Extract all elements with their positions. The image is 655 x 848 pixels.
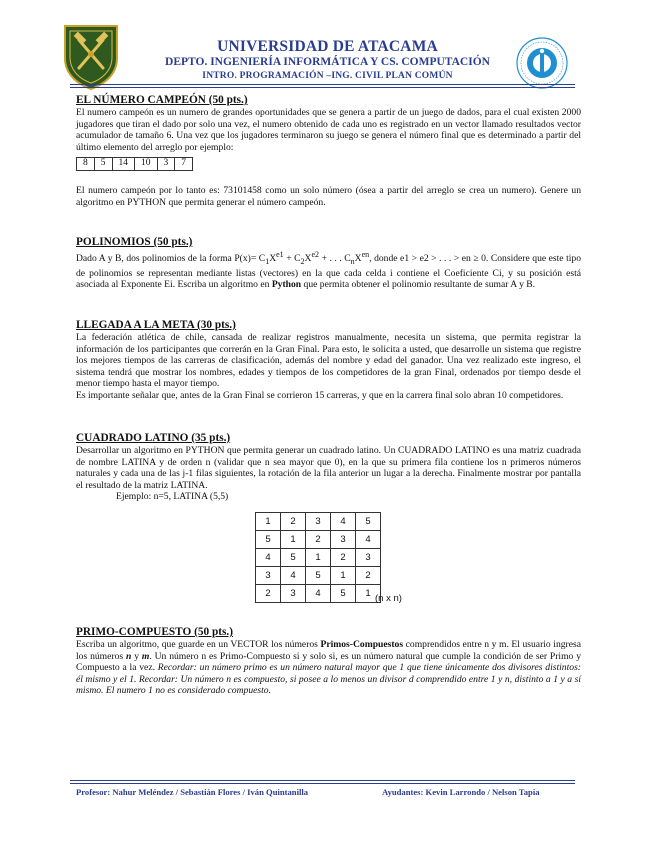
array-cell: 3 xyxy=(157,158,175,171)
array-cell: 7 xyxy=(175,158,193,171)
latin-square-matrix xyxy=(255,512,381,603)
course-name: INTRO. PROGRAMACIÓN –ING. CIVIL PLAN COMÚN xyxy=(202,71,453,81)
matrix-cell: 1 xyxy=(331,567,356,585)
array-cell: 8 xyxy=(77,158,95,171)
matrix-cell: 5 xyxy=(306,567,331,585)
section-title: EL NÚMERO CAMPEÓN (50 pts.) xyxy=(76,94,248,106)
matrix-cell: 4 xyxy=(256,549,281,567)
matrix-cell: 2 xyxy=(331,549,356,567)
array-cell: 5 xyxy=(94,158,112,171)
matrix-cell: 3 xyxy=(281,585,306,603)
footer-rule xyxy=(70,783,575,784)
matrix-cell: 5 xyxy=(331,585,356,603)
footer-rule-thin xyxy=(70,780,575,781)
section-llegada-meta xyxy=(76,318,581,402)
matrix-cell: 3 xyxy=(306,513,331,531)
matrix-cell: 5 xyxy=(256,531,281,549)
matrix-cell: 3 xyxy=(331,531,356,549)
section-paragraph: Es importante señalar que, antes de la Gran Final se corrieron 15 carreras, y que en la carrera final solo abran 10 competidores. xyxy=(76,389,564,401)
section-paragraph: Escriba un algoritmo, que guarde en un VECTOR los números Primos-Compuestos comprendidos entre n y m. El usuario ingresa los números n y m. Un número n es Primo-Compuesto si y solo si, es un número natural que cumple la condición de ser Primo y Compuesto a la vez. Recordar: un número primo es un número natural mayor que 1 que tiene únicamente dos divisores distintos: él mismo y el 1. Recordar: Un número n es compuesto, si posee a lo menos un divisor d comprendido entre 1 y n, distinto a 1 y a sí mismo. El numero 1 no es considerado compuesto. xyxy=(76,639,582,697)
matrix-cell: 3 xyxy=(356,549,381,567)
matrix-cell: 5 xyxy=(281,549,306,567)
matrix-cell: 1 xyxy=(356,585,381,603)
section-paragraph: Dado A y B, dos polinomios de la forma $P(x)= C_1X^{e1} + C_2X^{e2}$ + . . . $C_nX^{en}$, donde e1 > e2 > . . . > en ≥ 0. Considere que este tipo de polinomios se representan mediante listas (vectores) en la que cada celda i contiene el Coeficiente Ci, y su posición está asociada al Exponente Ei. Escriba un algoritmo en Python que permita obtener el polinomio resultante de sumar A y B. xyxy=(76,250,582,291)
section-paragraph: Desarrollar un algoritmo en PYTHON que permita generar un cuadrado latino. Un CUADRADO LATINO es una matriz cuadrada de nombre LATINA y de orden n (validar que n sea mayor que 0), en la que su primera fila contiene los n primeros números naturales y cada una de las j-1 filas siguientes, la rotación de la fila anterior un lugar a la derecha. Finalmente mostrar por pantalla el resultado de la matriz LATINA. xyxy=(76,445,581,491)
section-cuadrado-latino xyxy=(76,431,581,503)
matrix-cell: 4 xyxy=(281,567,306,585)
array-cell: 10 xyxy=(135,158,158,171)
matrix-cell: 2 xyxy=(356,567,381,585)
section-primo-compuesto xyxy=(76,625,581,697)
department-seal-logo xyxy=(516,37,568,89)
matrix-cell: 4 xyxy=(331,513,356,531)
matrix-cell: 4 xyxy=(356,531,381,549)
university-name: UNIVERSIDAD DE ATACAMA xyxy=(217,38,438,55)
array-cell: 14 xyxy=(112,158,135,171)
section-paragraph: El numero campeón es un numero de grandes oportunidades que se genera a partir de un juego de dados, para el cual existen 2000 jugadores que tiran el dado por solo una vez, el numero obtenido de cada uno es registrado en un vector llamado resultados vector acumulador de tamaño 6. Una vez que los jugadores terminaron su juego se genera el número final que es determinado a partir del último elemento del arreglo por ejemplo: xyxy=(76,107,581,153)
section-polinomios xyxy=(76,235,581,291)
matrix-cell: 2 xyxy=(256,585,281,603)
example-label: Ejemplo: n=5, LATINA (5,5) xyxy=(116,491,229,503)
matrix-cell: 3 xyxy=(256,567,281,585)
department-name: DEPTO. INGENIERÍA INFORMÁTICA Y CS. COMPUTACIÓN xyxy=(165,56,490,68)
matrix-cell: 2 xyxy=(306,531,331,549)
section-title: CUADRADO LATINO (35 pts.) xyxy=(76,432,231,444)
matrix-cell: 5 xyxy=(356,513,381,531)
header-rule xyxy=(70,84,575,85)
matrix-cell: 1 xyxy=(306,549,331,567)
matrix-cell: 1 xyxy=(281,531,306,549)
matrix-cell: 2 xyxy=(281,513,306,531)
section-paragraph: El numero campeón por lo tanto es: 73101458 como un solo número (ósea a partir del arreglo se crea un numero). Genere un algoritmo en PYTHON que permita generar el número campeón. xyxy=(76,184,581,208)
section-paragraph: La federación atlética de chile, cansada de realizar registros manualmente, necesita un sistema, que permita registrar la información de los participantes que correrán en la Gran Final. Para esto, le solicita a usted, que desarrolle un sistema que registre los mejores tiempos de las carreras de clasificación, además del nombre y edad del ganador. Una vez realizado este ingreso, el sistema tendrá que mostrar los nombres, edades y tiempos de los competidores de la gran Final, ordenados por tiempo desde el menor tiempo hasta el mayor tiempo. xyxy=(76,332,581,390)
section-title: POLINOMIOS (50 pts.) xyxy=(76,236,193,248)
footer-assistants: Ayudantes: Kevin Larrondo / Nelson Tapia xyxy=(382,787,540,797)
header-rule-thin xyxy=(70,87,575,88)
section-title: LLEGADA A LA META (30 pts.) xyxy=(76,319,236,331)
section-numero-campeon xyxy=(76,93,581,208)
footer-professors: Profesor: Nahur Meléndez / Sebastián Flores / Iván Quintanilla xyxy=(76,787,309,797)
matrix-size-label: (n x n) xyxy=(375,593,402,604)
example-array xyxy=(76,157,193,171)
matrix-cell: 1 xyxy=(256,513,281,531)
section-title: PRIMO-COMPUESTO (50 pts.) xyxy=(76,626,234,638)
matrix-cell: 4 xyxy=(306,585,331,603)
